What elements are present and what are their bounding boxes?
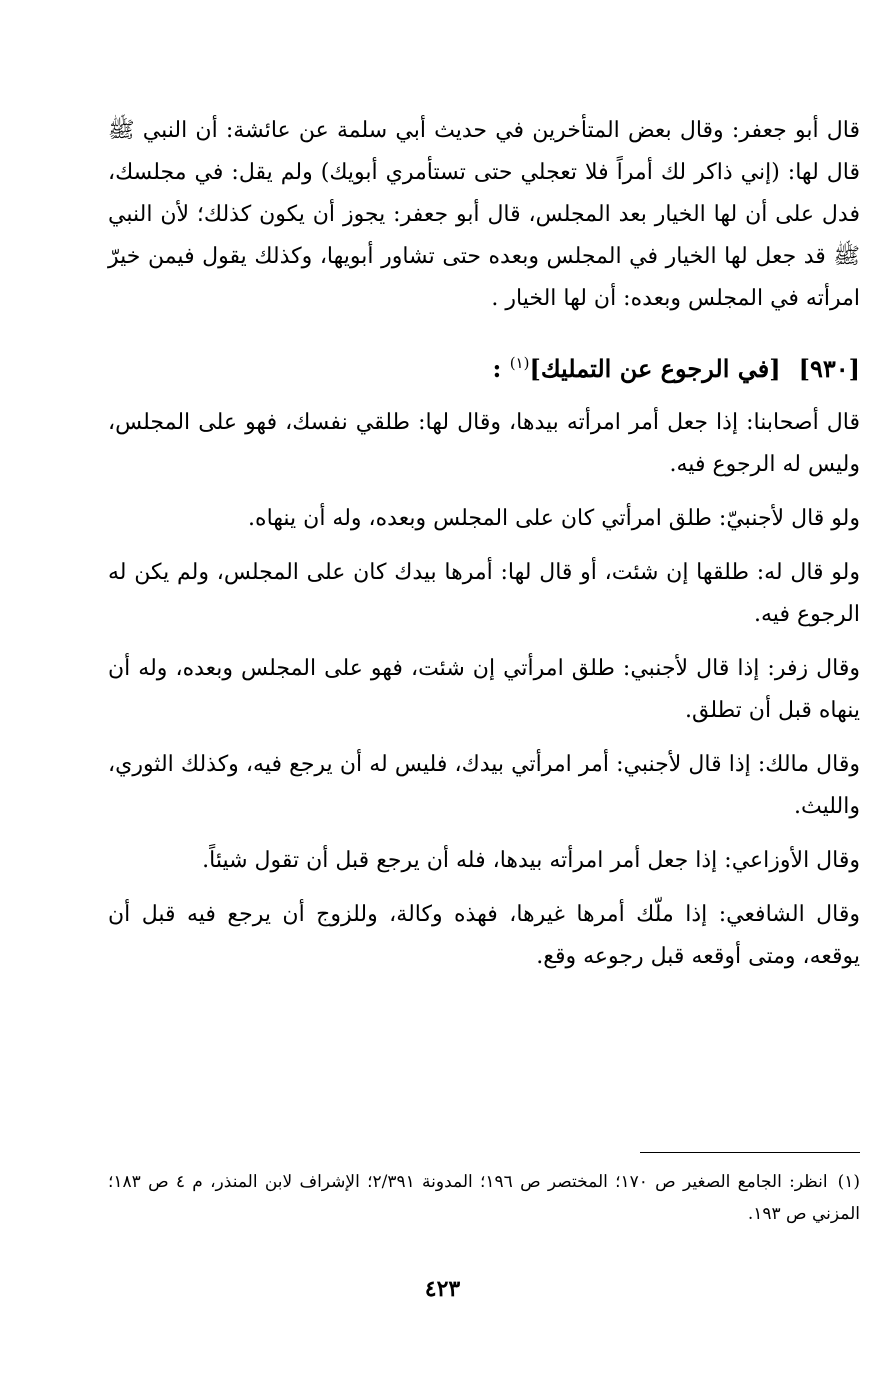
intro-paragraph: قال أبو جعفر: وقال بعض المتأخرين في حديث أبي سلمة عن عائشة: أن النبي ﷺ قال لها: (إني ذاكر لك أمراً فلا تعجلي حتى تستأمري أبويك) ولم يقل: في مجلسك، فدل على أن لها الخيار بعد المجلس، قال أبو جعفر: يجوز أن يكون كذلك؛ لأن النبي ﷺ قد جعل لها الخيار في المجلس وبعده حتى تشاور أبويها، وكذلك يقول فيمن خيرّ امرأته في المجلس وبعده: أن لها الخيار . — [108, 118, 860, 311]
paragraph-3: ولو قال له: طلقها إن شئت، أو قال لها: أمرها بيدك كان على المجلس، ولم يكن له الرجوع فيه. — [108, 560, 860, 627]
footnote-marker: (١) — [837, 1172, 861, 1192]
paragraph-5: وقال مالك: إذا قال لأجنبي: أمر امرأتي بيدك، فليس له أن يرجع فيه، وكذلك الثوري، والليث. — [108, 752, 860, 819]
section-number: [٩٣٠] — [798, 354, 860, 383]
page-body — [108, 110, 860, 978]
section-heading — [108, 342, 860, 390]
paragraph-1: قال أصحابنا: إذا جعل أمر امرأته بيدها، وقال لها: طلقي نفسك، فهو على المجلس، وليس له الرجوع فيه. — [108, 410, 860, 477]
section-footnote-marker: (١) — [509, 354, 530, 372]
paragraph-6: وقال الأوزاعي: إذا جعل أمر امرأته بيدها، فله أن يرجع قبل أن تقول شيئاً. — [202, 848, 860, 873]
footnote-text: انظر: الجامع الصغير ص ١٧٠؛ المختصر ص ١٩٦؛ المدونة ٢/٣٩١؛ الإشراف لابن المنذر، م ٤ ص ١٨٣؛ المزني ص ١٩٣. — [108, 1172, 860, 1224]
paragraph-7: وقال الشافعي: إذا ملّك أمرها غيرها، فهذه وكالة، وللزوج أن يرجع فيه قبل أن يوقعه، ومتى أوقعه قبل رجوعه وقع. — [108, 902, 860, 969]
page-number: ٤٢٣ — [424, 1276, 461, 1302]
paragraph-2: ولو قال لأجنبيّ: طلق امرأتي كان على المجلس وبعده، وله أن ينهاه. — [248, 506, 860, 531]
footnote-rule-line — [640, 1152, 860, 1153]
section-colon: : — [492, 354, 502, 383]
section-title: [في الرجوع عن التمليك] — [529, 354, 781, 383]
paragraph-4: وقال زفر: إذا قال لأجنبي: طلق امرأتي إن شئت، فهو على المجلس وبعده، وله أن ينهاه قبل أن تطلق. — [108, 656, 860, 723]
footnote — [108, 1166, 860, 1230]
